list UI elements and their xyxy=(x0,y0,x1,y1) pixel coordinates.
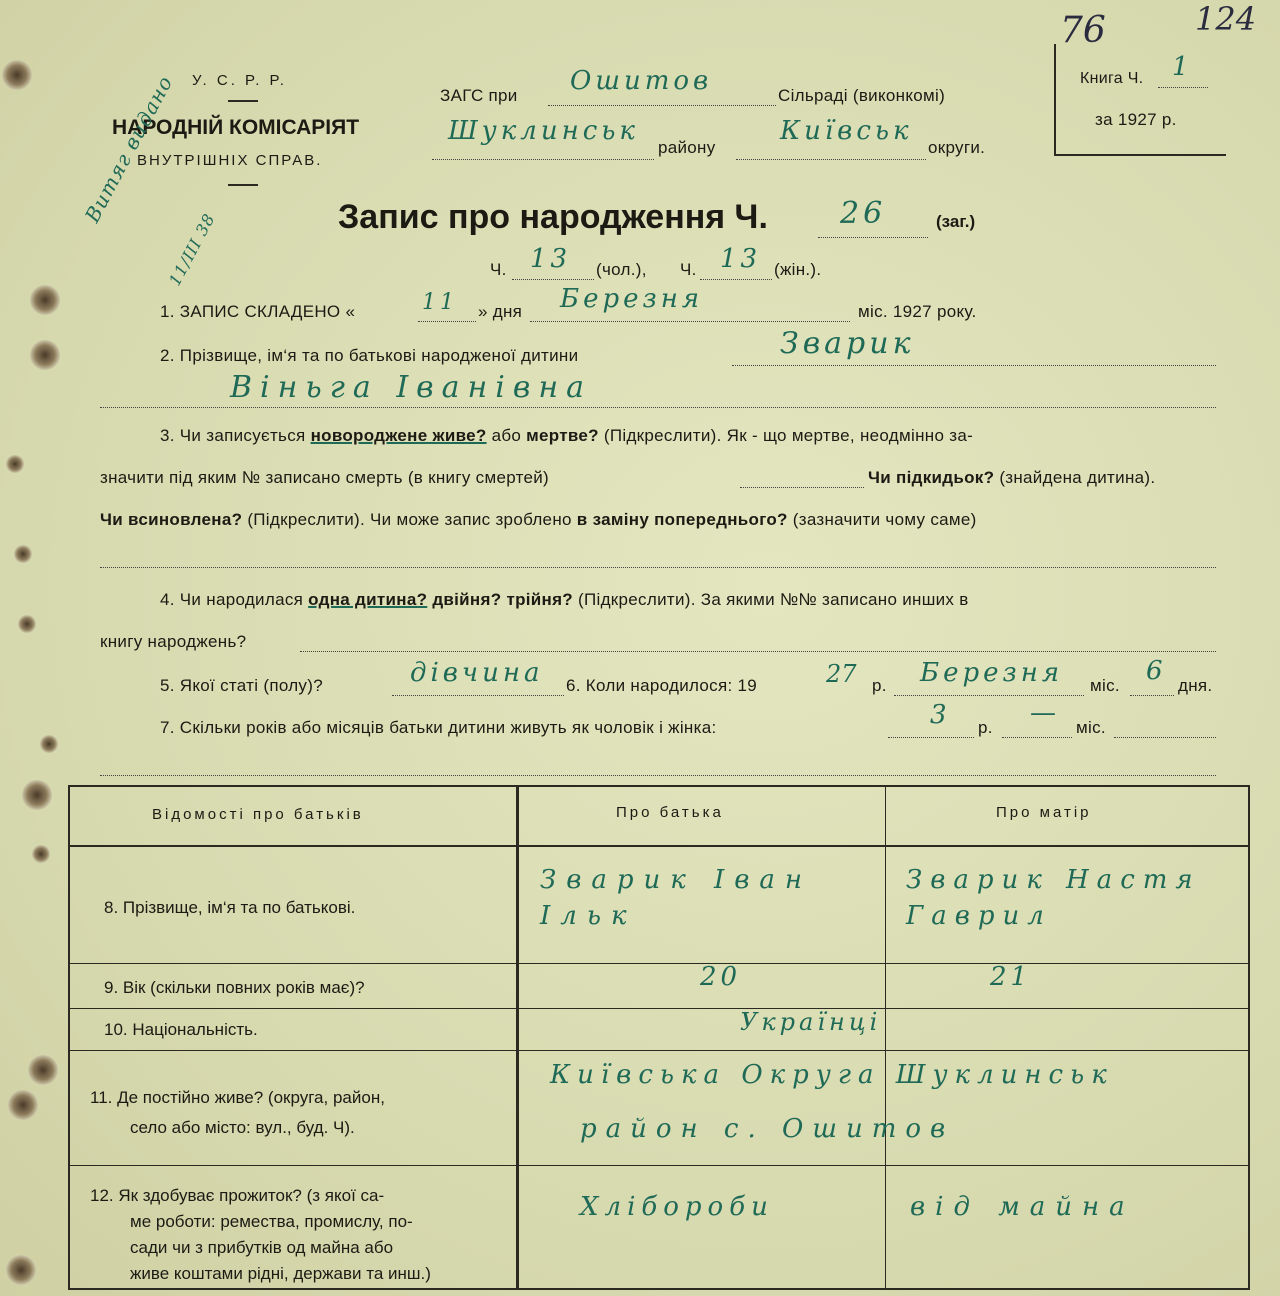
header-father: Про батька xyxy=(616,804,724,821)
nationality: Українці xyxy=(740,1008,882,1036)
punch-hole xyxy=(28,1055,58,1085)
item1-month: Березня xyxy=(560,284,704,314)
zags-prefix: ЗАГС при xyxy=(440,86,518,105)
record-number: 26 xyxy=(840,196,887,231)
male-label: (чол.), xyxy=(596,260,647,279)
residence-line1: Київська Округа Шуклинськ xyxy=(550,1060,1114,1090)
row12-label-4: живе коштами рідні, держави та инш.) xyxy=(130,1264,431,1283)
birth-day: 6 xyxy=(1146,656,1167,686)
female-prefix: Ч. xyxy=(680,260,697,279)
item7-label: 7. Скільки років або місяців батьки дитини живуть як чоловік і жінка: xyxy=(160,718,717,737)
punch-hole xyxy=(8,1090,38,1120)
item1-tail: міс. 1927 року. xyxy=(858,302,977,321)
item3-f: значити під яким № записано смерть (в книгу смертей) xyxy=(100,468,550,487)
book-number: 1 xyxy=(1172,52,1193,82)
row11-label-1: 11. Де постійно живе? (округа, район, xyxy=(90,1088,385,1107)
father-name: Зварик Іван Ільк xyxy=(540,865,813,931)
child-sex: дівчина xyxy=(410,658,544,688)
item3-h: (знайдена дитина). xyxy=(999,468,1156,487)
child-name: Віньга Іванівна xyxy=(230,370,592,405)
district-label: району xyxy=(658,138,716,157)
item3-foundling: Чи підкидьок? xyxy=(868,468,995,487)
department-label: ВНУТРІШНІХ СПРАВ. xyxy=(137,152,323,169)
record-title: Запис про народження Ч. xyxy=(338,198,768,236)
archive-number-124: 124 xyxy=(1195,0,1257,38)
row11-label-2: село або місто: вул., буд. Ч). xyxy=(130,1118,355,1137)
item6-dnya: дня. xyxy=(1178,676,1213,695)
header-mother: Про матір xyxy=(996,804,1092,821)
row10-label: 10. Національність. xyxy=(104,1020,258,1039)
item6-label: 6. Коли народилося: 19 xyxy=(566,676,758,695)
book-label: Книга Ч. xyxy=(1080,70,1144,87)
punch-hole xyxy=(32,845,50,863)
item4-single: одна дитина? xyxy=(308,590,428,609)
item7-mis: міс. xyxy=(1076,718,1106,737)
punch-hole xyxy=(40,735,58,753)
margin-note-line1: Витяг видано xyxy=(80,71,178,227)
row9-label: 9. Вік (скільки повних років має)? xyxy=(104,978,365,997)
item3-dead: мертве? xyxy=(526,426,599,445)
item6-mis: міс. xyxy=(1090,676,1120,695)
header-info: Відомості про батьків xyxy=(152,806,364,823)
item4-a: 4. Чи народилася xyxy=(160,590,304,609)
mother-name: Зварик Настя Гаврил xyxy=(906,865,1201,931)
married-years: 3 xyxy=(930,700,951,730)
item4-triplets: трійня? xyxy=(506,590,573,609)
female-label: (жін.). xyxy=(774,260,822,279)
item3-replacement: в заміну попереднього? xyxy=(576,510,788,529)
commissariat-label: НАРОДНІЙ КОМІСАРІЯТ xyxy=(112,116,360,139)
punch-hole xyxy=(14,545,32,563)
okrug-label: округи. xyxy=(928,138,986,157)
father-occupation: Хлібороби xyxy=(580,1192,774,1222)
item6-r: р. xyxy=(872,676,887,695)
row8-label: 8. Прізвище, ім‘я та по батькові. xyxy=(104,898,356,917)
punch-hole xyxy=(18,615,36,633)
item3-adopted: Чи всиновлена? xyxy=(100,510,243,529)
item1-mid: » дня xyxy=(478,302,523,321)
item4-twins: двійня? xyxy=(432,590,502,609)
book-year: за 1927 р. xyxy=(1095,110,1177,129)
birth-month: Березня xyxy=(920,658,1064,688)
archive-number-76: 76 xyxy=(1060,10,1106,51)
item3-alive: новороджене живе? xyxy=(310,426,487,445)
village-name: Ошитов xyxy=(570,66,713,96)
item3-e: (Підкреслити). Як - що мертве, неодмінно за- xyxy=(603,426,974,445)
item3-l: (зазначити чому саме) xyxy=(792,510,977,529)
divider xyxy=(228,184,258,186)
divider xyxy=(228,100,258,102)
item1-label: 1. ЗАПИС СКЛАДЕНО « xyxy=(160,302,356,321)
punch-hole xyxy=(2,60,32,90)
punch-hole xyxy=(30,285,60,315)
punch-hole xyxy=(6,455,24,473)
council-label: Сільраді (виконкомі) xyxy=(778,86,946,105)
book-box xyxy=(1054,44,1226,156)
okrug-name: Київськ xyxy=(780,116,913,146)
item4-e: (Підкреслити). За якими №№ записано инших в xyxy=(578,590,969,609)
item3-a: 3. Чи записується xyxy=(160,426,306,445)
married-months: — xyxy=(1030,698,1060,728)
record-suffix: (заг.) xyxy=(936,212,976,231)
birth-year: 27 xyxy=(826,660,857,688)
row12-label-1: 12. Як здобуває прожиток? (з якої са- xyxy=(90,1186,385,1205)
margin-note-line2: 11/III 38 xyxy=(165,210,219,289)
mother-age: 21 xyxy=(990,962,1032,992)
female-count: 13 xyxy=(720,244,762,274)
district-name: Шуклинськ xyxy=(448,116,639,146)
father-age: 20 xyxy=(700,962,742,992)
punch-hole xyxy=(30,340,60,370)
item2-label: 2. Прізвище, ім‘я та по батькові народженої дитини xyxy=(160,346,579,365)
item3-or: або xyxy=(491,426,522,445)
punch-hole xyxy=(6,1255,36,1285)
child-surname: Зварик xyxy=(780,326,915,361)
male-count: 13 xyxy=(530,244,572,274)
item1-day: 11 xyxy=(422,290,458,315)
male-prefix: Ч. xyxy=(490,260,507,279)
punch-hole xyxy=(22,780,52,810)
republic-label: У. С. Р. Р. xyxy=(192,72,287,89)
residence-line2: район с. Ошитов xyxy=(580,1114,955,1144)
row12-label-3: сади чи з прибутків од майна або xyxy=(130,1238,394,1257)
item7-r: р. xyxy=(978,718,993,737)
item3-j: (Підкреслити). Чи може запис зроблено xyxy=(247,510,572,529)
item5-label: 5. Якої статі (полу)? xyxy=(160,676,323,695)
item4-f: книгу народжень? xyxy=(100,632,247,651)
row12-label-2: ме роботи: ремества, промислу, по- xyxy=(130,1212,413,1231)
mother-occupation: від майна xyxy=(910,1192,1135,1222)
